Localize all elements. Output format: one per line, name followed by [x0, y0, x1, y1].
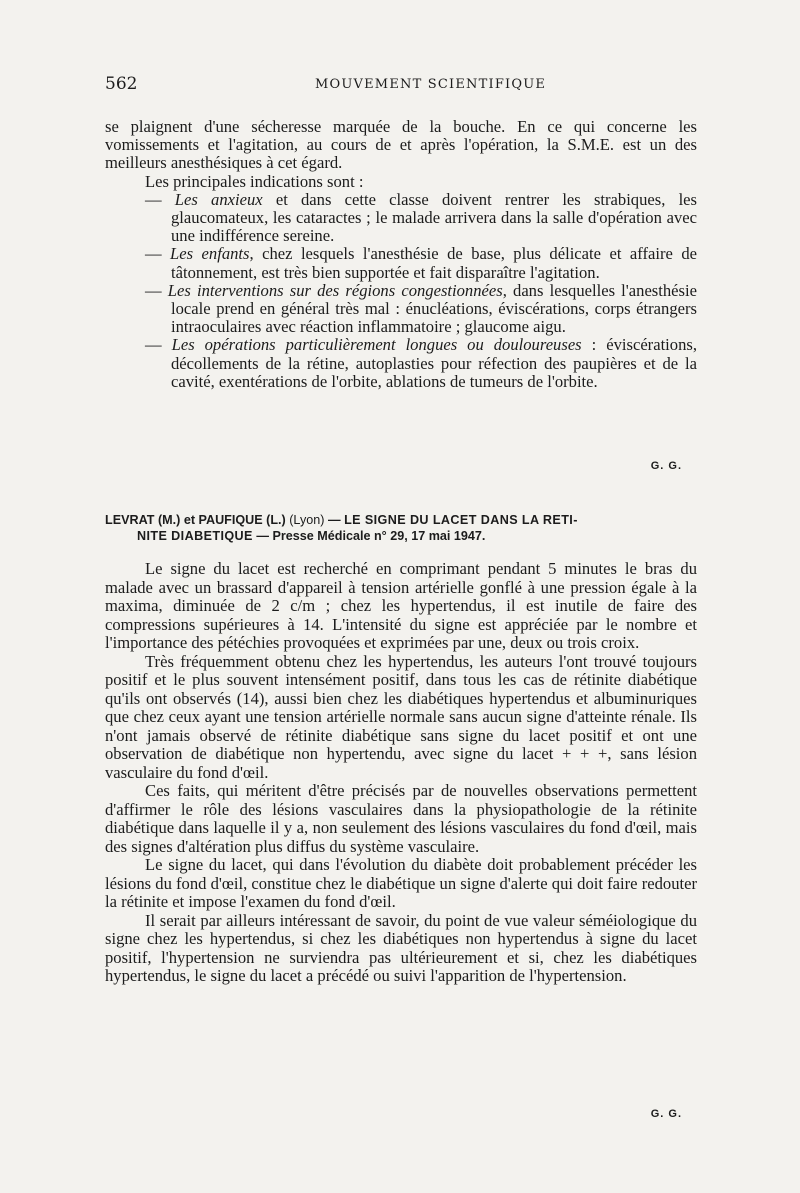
reference-source: — Presse Médicale n° 29, 17 mai 1947. — [256, 529, 486, 543]
page-header — [105, 74, 705, 98]
running-head: MOUVEMENT SCIENTIFIQUE — [315, 77, 547, 92]
indication-item: — Les opérations particulièrement longues ou douloureuses : éviscérations, décollements de la rétine, autoplasties pour réfection des paupières et de la cavité, exentérations de l'orbite, ablations de tumeurs de l'orbite. — [145, 335, 697, 391]
signature-initials: G. G. — [650, 460, 682, 472]
indication-text: , chez lesquels l'anesthésie de base, plus délicate et affaire de tâtonnement, est très bien supportée et fait disparaître l'agitation. — [171, 244, 697, 282]
indication-label: Les enfants — [170, 244, 250, 264]
indication-text: : éviscérations, décollements de la rétine, autoplasties pour réfection des paupières et de la cavité, exentérations de l'orbite, ablations de tumeurs de l'orbite. — [171, 335, 697, 391]
indication-text: , dans lesquelles l'anesthésie locale prend en général très mal : énucléations, éviscérations, corps étrangers intraoculaires avec réaction inflammatoire ; glaucome aigu. — [171, 280, 697, 337]
body-paragraph: Le signe du lacet, qui dans l'évolution du diabète doit probablement précéder les lésions du fond d'œil, constitue chez le diabétique un signe d'alerte qui doit faire redouter la rétinite et impose l'examen du fond d'œil. — [105, 855, 697, 911]
body-paragraph: Ces faits, qui méritent d'être précisés par de nouvelles observations permettent d'affirmer le rôle des lésions vasculaires dans la physiopathologie de la rétinite diabétique dans laquelle il y a, non seulement des lésions vasculaires du fond d'œil, mais des signes d'altération plus diffus du système vasculaire. — [105, 781, 697, 856]
reference-authors: LEVRAT (M.) et PAUFIQUE (L.) — [105, 513, 286, 527]
signature-initials: G. G. — [650, 1108, 682, 1120]
indications-intro: Les principales indications sont : — [145, 171, 364, 191]
page-number: 562 — [105, 74, 138, 94]
reference-city: (Lyon) — [289, 513, 325, 527]
indication-text: et dans cette classe doivent rentrer les strabiques, les glaucomateux, les cataractes ; le malade arrivera dans la salle d'opération avec une indifférence sereine. — [171, 189, 697, 246]
reference-title-cont: NITE DIABETIQUE — [137, 529, 253, 543]
indication-item: — Les enfants, chez lesquels l'anesthésie de base, plus délicate et affaire de tâtonnement, est très bien supportée et fait disparaître l'agitation. — [145, 244, 697, 282]
indication-label: Les interventions sur des régions congestionnées — [167, 280, 503, 300]
intro-paragraph: se plaignent d'une sécheresse marquée de la bouche. En ce qui concerne les vomissements et l'agitation, au cours de et après l'opération, la S.M.E. est un des meilleurs anesthésiques à cet égard. — [105, 117, 697, 173]
indication-label: Les anxieux — [174, 189, 263, 209]
body-paragraph: Il serait par ailleurs intéressant de savoir, du point de vue valeur séméiologique du signe chez les hypertendus, si chez les diabétiques non hypertendus à signe du lacet positif, l'hypertension ne surviendra pas ultérieurement et si, chez les diabétiques hypertendus, le signe du lacet a précédé ou suivi l'apparition de l'hypertension. — [105, 910, 697, 985]
body-paragraph: Très fréquemment obtenu chez les hypertendus, les auteurs l'ont trouvé toujours positif et le plus souvent intensément positif, dans tous les cas de rétinite diabétique qu'ils ont observés (14), aussi bien chez les diabétiques hypertendus et albuminuriques que chez ceux ayant une tension artérielle normale sans aucun signe d'atteinte rénale. Ils n'ont jamais observé de rétinite diabétique sans signe du lacet positif et ont une observation de diabétique non hypertendu, avec signe du lacet + + +, sans lésion vasculaire du fond d'œil. — [105, 651, 697, 782]
indication-item: — Les interventions sur des régions congestionnées, dans lesquelles l'anesthésie locale prend en général très mal : énucléations, éviscérations, corps étrangers intraoculaires avec réaction inflammatoire ; glaucome aigu. — [145, 280, 697, 337]
reference-title: LE SIGNE DU LACET DANS LA RETI- — [344, 513, 578, 527]
indication-label: Les opérations particulièrement longues ou douloureuses — [171, 335, 582, 355]
indication-item: — Les anxieux et dans cette classe doivent rentrer les strabiques, les glaucomateux, les cataractes ; le malade arrivera dans la salle d'opération avec une indifférence sereine. — [145, 189, 697, 246]
body-paragraph: Le signe du lacet est recherché en comprimant pendant 5 minutes le bras du malade avec un brassard d'appareil à tension artérielle gonflé à une pression égale à la maxima, diminuée de 2 c/m ; chez les hypertendus, il est inutile de faire des compressions supérieures à 14. L'intensité du signe est appréciée par le nombre et l'importance des pétéchies provoquées et exprimées par une, deux ou trois croix. — [105, 559, 697, 652]
section-lacet — [105, 560, 697, 986]
article-reference: LEVRAT (M.) et PAUFIQUE (L.) (Lyon) — LE SIGNE DU LACET DANS LA RETI- NITE DIABETIQUE — Presse Médicale n° 29, 17 mai 1947. — [105, 513, 578, 543]
section-anesthesia — [105, 118, 697, 391]
